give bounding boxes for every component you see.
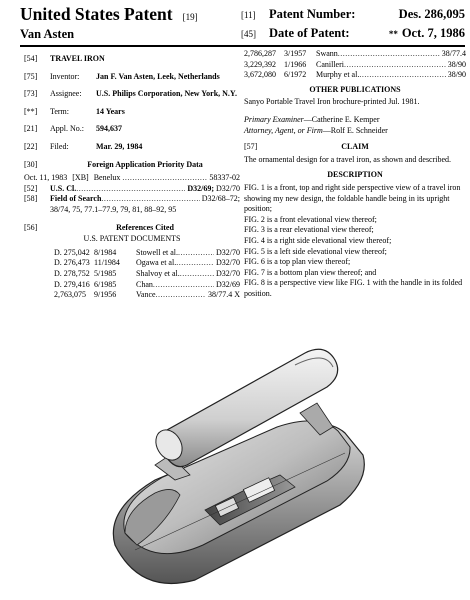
priority-number: 58337-02: [209, 173, 240, 183]
us-class-value-secondary: D32/70: [216, 183, 240, 193]
inventor-surname: Van Asten: [20, 27, 75, 41]
application-number-value: 594,637: [96, 124, 122, 134]
title-field-tag: [54]: [24, 54, 38, 63]
bibliographic-column: [24, 48, 240, 301]
title-field-value: TRAVEL IRON: [50, 54, 105, 63]
reference-name: Murphy et al.: [316, 70, 360, 80]
reference-number: D. 275,042: [54, 247, 90, 257]
reference-number: 3,672,080: [244, 70, 276, 80]
reference-number: 3,229,392: [244, 59, 276, 69]
assignee-field-value: U.S. Philips Corporation, New York, N.Y.: [96, 89, 237, 99]
reference-name: Swann: [316, 49, 338, 58]
references-field: [24, 223, 240, 234]
field-of-search: [24, 194, 240, 205]
us-patent-documents-heading: U.S. PATENT DOCUMENTS: [83, 234, 181, 244]
reference-row: [24, 248, 240, 259]
reference-date: 1/1966: [284, 59, 307, 69]
filed-field-label: Filed:: [50, 141, 69, 151]
reference-class: 38/77.4: [441, 49, 466, 58]
priority-entry: [24, 173, 240, 184]
travel-iron-drawing-icon: [95, 305, 395, 600]
patent-date-value: [389, 26, 465, 41]
reference-class: D32/70: [216, 247, 240, 257]
inventor-field: [24, 72, 240, 83]
leader-dots: [338, 49, 440, 60]
primary-examiner-name: Catherine E. Kemper: [311, 114, 380, 124]
reference-row: [244, 70, 466, 81]
patent-title-text: United States Patent: [20, 4, 173, 24]
patent-title: [20, 4, 198, 25]
assignee-field: [24, 89, 240, 100]
foreign-priority-tag: [30]: [24, 159, 38, 169]
reference-name: Stowell et al.: [136, 247, 178, 257]
assignee-field-label: Assignee:: [50, 89, 82, 99]
patent-date-label: Date of Patent:: [269, 26, 350, 40]
leader-dots: [156, 290, 206, 301]
term-marker: **: [388, 29, 398, 39]
reference-name: Chan: [136, 279, 153, 289]
priority-office: Benelux: [93, 173, 121, 183]
inventor-field-value: Jan F. Van Asten, Leek, Netherlands: [96, 71, 220, 81]
reference-row: [24, 269, 240, 280]
reference-number: D. 276,473: [54, 258, 90, 268]
patent-meta: [241, 7, 465, 45]
abstract-column: [244, 48, 466, 299]
reference-row: [244, 60, 466, 71]
claim-header: [244, 142, 466, 153]
leader-dots: [76, 184, 185, 195]
reference-number: D. 279,416: [54, 279, 90, 289]
claim-tag: [57]: [244, 142, 258, 152]
primary-examiner-label: Primary Examiner: [244, 114, 304, 124]
leader-dots: [176, 258, 214, 269]
primary-examiner: Primary Examiner—Catherine E. Kemper: [244, 114, 380, 124]
us-class-field: [24, 184, 240, 195]
claim-heading: CLAIM: [341, 142, 369, 152]
priority-country: [XB]: [72, 173, 89, 183]
claim-text: The ornamental design for a travel iron, as shown and described.: [244, 154, 452, 164]
patent-references-list: [24, 248, 240, 301]
us-class-label: U.S. Cl.: [50, 183, 77, 193]
patent-date-text: Oct. 7, 1986: [401, 26, 465, 40]
header-rule: [20, 45, 465, 47]
figure-description: FIG. 3 is a rear elevational view thereof;: [244, 225, 374, 235]
reference-date: 6/1985: [94, 279, 117, 289]
filed-field: [24, 142, 240, 153]
attorney-name: Rolf E. Schneider: [330, 125, 388, 135]
reference-date: 3/1957: [284, 49, 307, 58]
other-publications-heading: OTHER PUBLICATIONS: [309, 84, 401, 94]
us-class-tag: [52]: [24, 183, 38, 193]
attorney-agent: Attorney, Agent, or Firm—Rolf E. Schneider: [244, 125, 388, 135]
application-number-label: Appl. No.:: [50, 124, 84, 134]
reference-class: D32/70: [216, 258, 240, 268]
reference-row: [24, 290, 240, 301]
reference-name: Shalvoy et al.: [136, 268, 180, 278]
description-list: [244, 183, 466, 300]
filed-field-tag: [22]: [24, 141, 38, 151]
reference-date: 5/1985: [94, 268, 117, 278]
foreign-priority-field: [24, 160, 240, 171]
filed-field-value: Mar. 29, 1984: [96, 141, 143, 151]
figure-description: FIG. 8 is a perspective view like FIG. 1 with the handle in its folded position.: [244, 278, 463, 298]
reference-date: 11/1984: [94, 258, 120, 268]
field-of-search-continued: 38/74, 75, 77.1–77.9, 79, 81, 88–92, 95: [50, 204, 177, 214]
reference-row: [24, 258, 240, 269]
title-field: [24, 54, 240, 65]
continued-references-list: [244, 49, 466, 81]
reference-date: 6/1972: [284, 70, 307, 80]
figure-description: FIG. 6 is a top plan view thereof;: [244, 257, 351, 267]
field-of-search-value: D32/68–72;: [201, 194, 240, 204]
attorney-label: Attorney, Agent, or Firm: [244, 125, 323, 135]
patent-number-label: Patent Number:: [269, 7, 356, 21]
patent-number-tag: [11]: [241, 10, 256, 20]
patent-date-tag: [45]: [241, 29, 256, 39]
figure-description: FIG. 5 is a left side elevational view thereof;: [244, 246, 387, 256]
figure-description: FIG. 4 is a right side elevational view thereof;: [244, 235, 392, 245]
application-number-tag: [21]: [24, 124, 38, 134]
reference-number: D. 278,752: [54, 268, 90, 278]
reference-class: D32/69: [216, 279, 240, 289]
term-field-tag: [**]: [24, 106, 38, 116]
other-publication-entry: Sanyo Portable Travel Iron brochure-printed Jul. 1981.: [244, 97, 420, 107]
patent-title-tag: [19]: [182, 12, 198, 22]
inventor-field-tag: [75]: [24, 71, 38, 81]
reference-row: [24, 280, 240, 291]
leader-dots: [101, 194, 199, 205]
reference-name: Ogawa et al.: [136, 258, 177, 268]
foreign-priority-heading: Foreign Application Priority Data: [87, 159, 203, 169]
reference-class: 38/90: [447, 59, 466, 69]
patent-number-value: Des. 286,095: [398, 7, 465, 21]
leader-dots: [153, 280, 214, 291]
leader-dots: [122, 173, 207, 184]
reference-number: 2,786,287: [244, 49, 276, 58]
us-class-value: D32/69;: [187, 183, 214, 193]
reference-class: D32/70: [216, 268, 240, 278]
leader-dots: [359, 70, 445, 81]
term-field-value: 14 Years: [96, 106, 125, 116]
reference-number: 2,763,075: [54, 290, 86, 300]
assignee-field-tag: [73]: [24, 89, 38, 99]
reference-date: 8/1984: [94, 247, 117, 257]
references-heading: References Cited: [116, 222, 174, 232]
reference-date: 9/1956: [94, 290, 117, 300]
term-field-label: Term:: [50, 106, 69, 116]
inventor-field-label: Inventor:: [50, 71, 80, 81]
description-heading: DESCRIPTION: [327, 170, 383, 180]
leader-dots: [178, 248, 214, 259]
leader-dots: [344, 60, 446, 71]
reference-row: [244, 49, 466, 60]
application-number-field: [24, 124, 240, 135]
figure-description: FIG. 1 is a front, top and right side perspective view of a travel iron showing my new design, the foldable handle being in its upright position;: [244, 182, 461, 214]
figure-description: FIG. 2 is a front elevational view thereof;: [244, 214, 377, 224]
leader-dots: [180, 269, 214, 280]
reference-class: 38/77.4 X: [208, 290, 240, 300]
reference-name: Vance: [136, 290, 156, 300]
figure-description: FIG. 7 is a bottom plan view thereof; and: [244, 267, 377, 277]
references-tag: [56]: [24, 222, 38, 232]
reference-name: Canilleri: [316, 59, 344, 69]
patent-date-row: [241, 26, 465, 45]
priority-date: Oct. 11, 1983: [24, 173, 68, 183]
term-field: [24, 107, 240, 118]
patent-number-row: [241, 7, 465, 26]
field-of-search-label: Field of Search: [50, 194, 102, 204]
reference-class: 38/90: [447, 70, 466, 80]
field-of-search-tag: [58]: [24, 194, 38, 204]
